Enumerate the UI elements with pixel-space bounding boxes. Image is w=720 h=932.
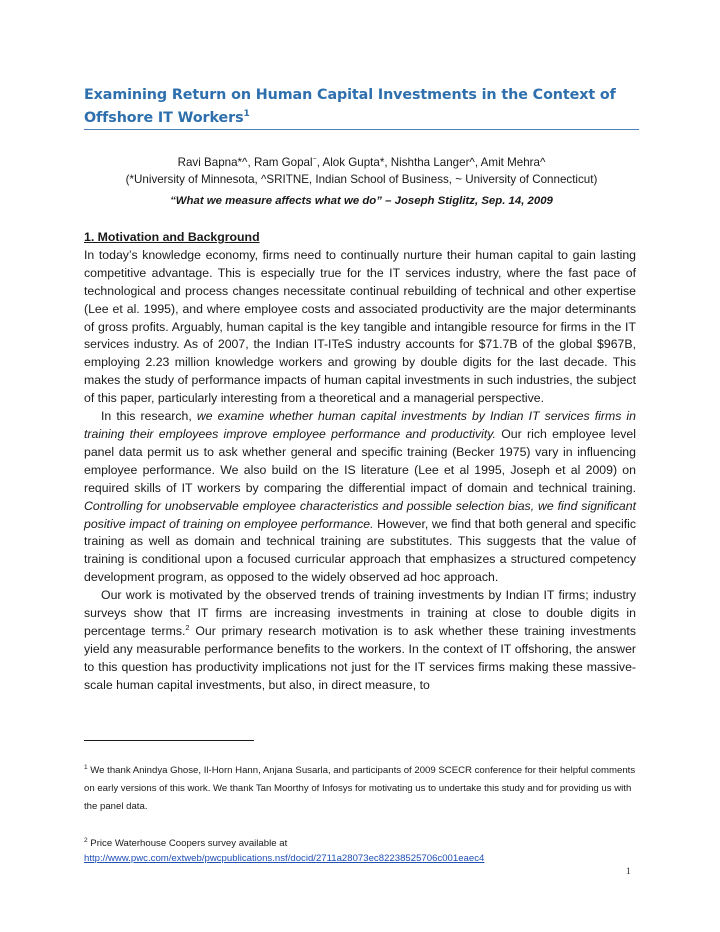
- author-names-a: Ravi Bapna*^, Ram Gopal: [177, 155, 313, 169]
- title-divider: [84, 129, 639, 130]
- epigraph: “What we measure affects what we do” – Joseph Stiglitz, Sep. 14, 2009: [170, 195, 553, 207]
- paragraph-3: [84, 587, 636, 694]
- footnote-2: [84, 833, 644, 866]
- body-text: [84, 229, 636, 695]
- paragraph-2-lead: In this research,: [101, 409, 197, 424]
- author-tilde-mark: ~: [312, 156, 317, 163]
- paragraph-2: [84, 408, 636, 587]
- author-names-b: , Alok Gupta*, Nishtha Langer^, Amit Mehra^: [316, 155, 546, 169]
- footnote-2-link[interactable]: http://www.pwc.com/extweb/pwcpublications.nsf/docid/2711a28073ec82238525706c001eaec4: [84, 853, 485, 865]
- title-footnote-marker[interactable]: 1: [243, 109, 250, 119]
- paragraph-2-emphasis-2: Controlling for unobservable employee characteristics and possible selection bias, we find significant positive impact of training on employee performance.: [84, 498, 636, 531]
- paragraph-2-emphasis-1: we examine whether human capital investments by Indian IT services firms in training their employees improve employee performance and productivity.: [84, 409, 636, 441]
- footnote-2-text: Price Waterhouse Coopers survey available at: [87, 838, 288, 850]
- page-number: 1: [626, 866, 631, 876]
- author-affiliations: (*University of Minnesota, ^SRITNE, Indian School of Business, ~ University of Connecticut): [125, 172, 598, 186]
- section-heading: 1. Motivation and Background: [84, 230, 260, 244]
- footnote-1-number: 1: [84, 764, 88, 771]
- footnotes: [84, 759, 644, 866]
- paper-title: [84, 86, 644, 128]
- footnote-1-text: We thank Anindya Ghose, Il-Horn Hann, Anjana Susarla, and participants of 2009 SCECR conference for their helpful comments on early versions of this work. We thank Tan Moorthy of Infosys for motivating us to undertake this study and for providing us with the panel data.: [84, 765, 636, 813]
- footnote-2-number: 2: [84, 837, 88, 845]
- author-list: [84, 151, 639, 171]
- author-block: [84, 151, 639, 188]
- footnote-2-marker[interactable]: 2: [185, 622, 190, 632]
- paragraph-3-tail: Our primary research motivation is to ask whether these training investments yield any measurable performance benefits to the workers. In the context of IT offshoring, the answer to this question has productivity implications not just for the IT services firms making these massive-scale human capital investments, but also, in direct measure, to: [84, 623, 636, 692]
- paragraph-2-tail: However, we find that both general and specific training as well as domain and technical training are substitutes. This suggests that the value of training is conditional upon a focused curricular approach that emphasizes a structured competency development program, as opposed to the widely observed ad hoc approach.: [84, 516, 636, 585]
- paper-title-text: Examining Return on Human Capital Investments in the Context of Offshore IT Workers: [84, 87, 616, 126]
- footnote-1: [84, 759, 644, 816]
- paragraph-2-middle: Our rich employee level panel data permit us to ask whether general and specific training (Becker 1975) vary in influencing employee performance. We also build on the IS literature (Lee et al 1995, Joseph et al 2009) on required skills of IT workers by comparing the differential impact of domain and technical training.: [84, 426, 636, 495]
- footnote-divider: [84, 740, 254, 741]
- paragraph-1: In today’s knowledge economy, firms need to continually nurture their human capital to gain lasting competitive advantage. This is especially true for the IT services industry, where the fast pace of technological and process changes necessitate continual rebuilding of technical and other expertise (Lee et al. 1995), and where employee costs and associated productivity are the major determinants of gross profits. Arguably, human capital is the key tangible and intangible resource for firms in the IT services industry. As of 2007, the Indian IT-ITeS industry accounts for $71.7B of the global $967B, employing 2.23 million knowledge workers and growing by double digits for the last decade. This makes the study of performance impacts of human capital investments in such industries, the subject of this paper, particularly interesting from a theoretical and a managerial perspective.: [84, 247, 636, 406]
- paragraph-3-lead: Our work is motivated by the observed trends of training investments by Indian IT firms; industry surveys show that IT firms are increasing investments in training at close to double digits in percentage terms.: [84, 588, 636, 638]
